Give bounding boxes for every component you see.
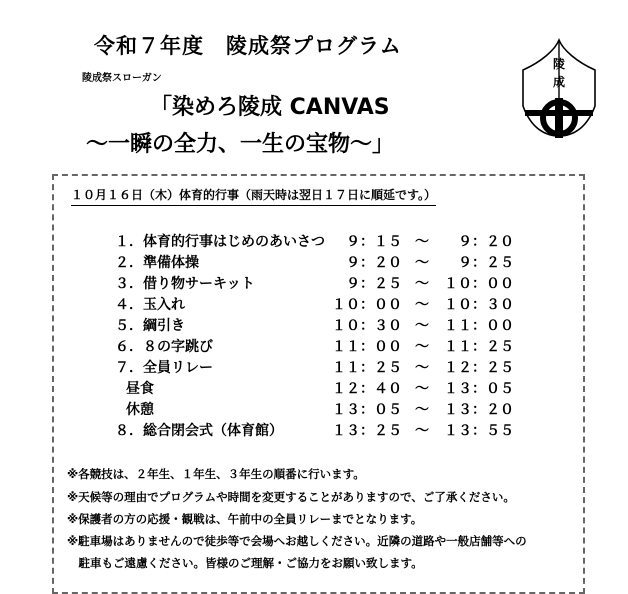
schedule-subheader: １０月１６日（木）体育的行事（雨天時は翌日１７日に順延です。） bbox=[71, 186, 436, 206]
program-row bbox=[126, 378, 546, 398]
program-tilde: ～ bbox=[415, 381, 429, 397]
program-tilde: ～ bbox=[415, 339, 429, 355]
program-item-label: ６．８の字跳び bbox=[115, 339, 213, 355]
program-tilde: ～ bbox=[415, 402, 429, 418]
program-tilde: ～ bbox=[415, 255, 429, 271]
program-item-label: ４．玉入れ bbox=[115, 297, 185, 313]
program-item-label: １．体育的行事はじめのあいさつ bbox=[115, 234, 325, 250]
slogan-line-1: 「染めろ陵成 CANVAS bbox=[150, 95, 390, 120]
program-end-time: １０：００ bbox=[444, 276, 514, 292]
program-tilde: ～ bbox=[415, 423, 429, 439]
program-end-time: １３：２０ bbox=[444, 402, 514, 418]
program-row bbox=[115, 420, 535, 440]
program-start-time: １３：０５ bbox=[332, 402, 402, 418]
program-end-time: ９：２５ bbox=[458, 255, 514, 271]
slogan-line-2: ～一瞬の全力、一生の宝物～」 bbox=[86, 132, 395, 157]
program-row bbox=[115, 336, 535, 356]
program-start-time: １３：２５ bbox=[332, 423, 402, 439]
program-end-time: １３：５５ bbox=[444, 423, 514, 439]
school-emblem-icon bbox=[517, 36, 601, 140]
program-item-label: ８．総合閉会式（体育館） bbox=[115, 423, 283, 439]
program-tilde: ～ bbox=[415, 297, 429, 313]
program-end-time: １１：００ bbox=[444, 318, 514, 334]
note-line: ※保護者の方の応援・観戦は、午前中の全員リレーまでとなります。 bbox=[67, 512, 423, 526]
note-line: ※天候等の理由でプログラムや時間を変更することがありますので、ご了承ください。 bbox=[67, 490, 515, 504]
program-start-time: １０：３０ bbox=[332, 318, 402, 334]
program-item-label: 休憩 bbox=[126, 402, 154, 418]
program-row bbox=[115, 294, 535, 314]
note-line: ※駐車場はありませんので徒歩等で会場へお越しください。近隣の道路や一般店舗等への bbox=[67, 534, 527, 548]
program-end-time: １３：０５ bbox=[444, 381, 514, 397]
slogan-label: 陵成祭スローガン bbox=[82, 73, 162, 84]
note-line: ※各競技は、２年生、１年生、３年生の順番に行います。 bbox=[67, 467, 365, 481]
program-start-time: １０：００ bbox=[332, 297, 402, 313]
program-item-label: 昼食 bbox=[126, 381, 154, 397]
note-line: 駐車もご遠慮ください。皆様のご理解・ご協力をお願い致します。 bbox=[67, 556, 423, 570]
program-tilde: ～ bbox=[415, 276, 429, 292]
program-end-time: １１：２５ bbox=[444, 339, 514, 355]
program-item-label: ５．綱引き bbox=[115, 318, 185, 334]
program-row bbox=[115, 315, 535, 335]
program-row bbox=[115, 252, 535, 272]
program-start-time: ９：１５ bbox=[346, 234, 402, 250]
logo-text-bottom: 成 bbox=[552, 75, 566, 89]
page-title: 令和７年度 陵成祭プログラム bbox=[94, 34, 402, 58]
program-end-time: ９：２０ bbox=[458, 234, 514, 250]
program-start-time: １２：４０ bbox=[332, 381, 402, 397]
program-row bbox=[115, 273, 535, 293]
program-start-time: ９：２５ bbox=[346, 276, 402, 292]
program-item-label: ２．準備体操 bbox=[115, 255, 199, 271]
program-start-time: ９：２０ bbox=[346, 255, 402, 271]
program-end-time: １０：３０ bbox=[444, 297, 514, 313]
logo-text-top: 陵 bbox=[552, 57, 566, 71]
program-row bbox=[115, 357, 535, 377]
program-start-time: １１：２５ bbox=[332, 360, 402, 376]
program-item-label: ７．全員リレー bbox=[115, 360, 213, 376]
program-end-time: １２：２５ bbox=[444, 360, 514, 376]
program-tilde: ～ bbox=[415, 318, 429, 334]
program-row bbox=[126, 399, 546, 419]
program-item-label: ３．借り物サーキット bbox=[115, 276, 255, 292]
program-start-time: １１：００ bbox=[332, 339, 402, 355]
program-tilde: ～ bbox=[415, 234, 429, 250]
program-row bbox=[115, 231, 535, 251]
program-tilde: ～ bbox=[415, 360, 429, 376]
